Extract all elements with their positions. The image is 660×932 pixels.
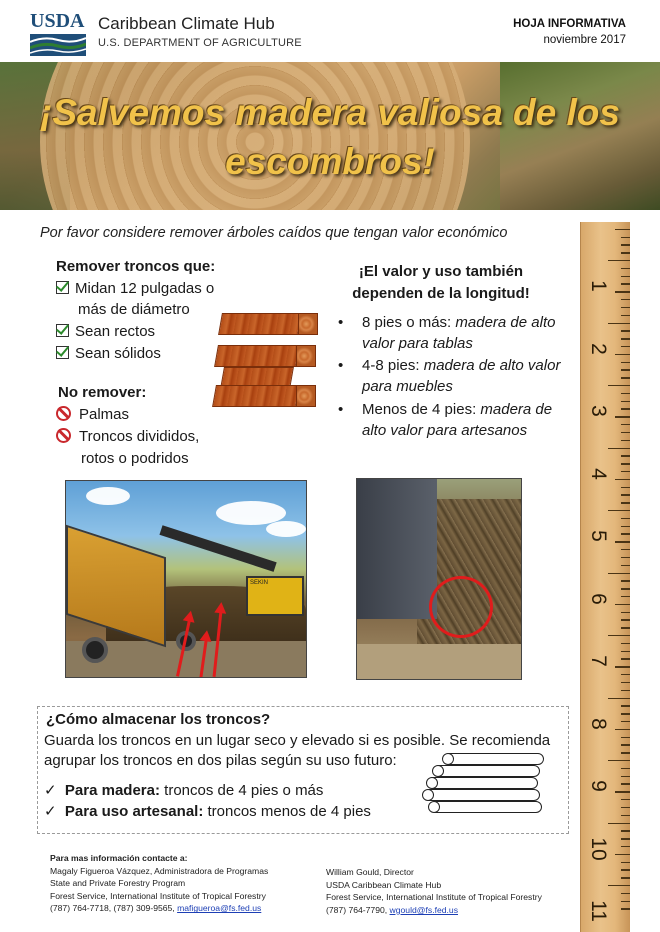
ruler-tick (621, 776, 630, 777)
value-item-use: madera de alto valor para artesanos (362, 401, 553, 439)
ruler-number: 8 (587, 717, 610, 730)
ruler-tick (621, 283, 630, 284)
ruler-tick (621, 596, 630, 597)
ruler-tick (615, 291, 630, 292)
no-remove-item-continued: rotos o podridos (81, 450, 189, 467)
checkbox-icon (56, 346, 69, 359)
lumber-board (212, 385, 300, 407)
ruler-tick (621, 362, 630, 363)
ruler-tick (621, 612, 630, 613)
ruler-tick (621, 838, 630, 839)
footer-contact-name: William Gould, Director (326, 867, 414, 877)
footer-contact-org: Forest Service, International Institute of Tropical Forestry (50, 890, 266, 901)
ruler-tick (621, 393, 630, 394)
ruler-tick (621, 815, 630, 816)
ruler-tick (621, 768, 630, 769)
ruler-tick (608, 385, 630, 386)
department-name: U.S. DEPARTMENT OF AGRICULTURE (98, 37, 302, 49)
ruler-tick (615, 354, 630, 355)
no-remove-heading: No remover: (58, 384, 147, 401)
ruler-tick (615, 479, 630, 480)
ruler-number: 10 (587, 836, 610, 861)
ruler-tick (621, 299, 630, 300)
storage-item-title: Para uso artesanal: (64, 803, 204, 820)
value-heading-line1: ¡El valor y uso también (358, 263, 524, 280)
ruler-number: 9 (587, 780, 610, 792)
ruler-tick (615, 729, 630, 730)
banner-title (0, 88, 660, 186)
storage-item (44, 781, 323, 799)
bullet-icon: • (338, 401, 344, 418)
ruler-tick (621, 893, 630, 894)
ruler-tick (621, 752, 630, 753)
ruler-tick (621, 533, 630, 534)
log (434, 765, 540, 777)
footer-contact-hub: USDA Caribbean Climate Hub (326, 879, 442, 890)
footer-contact-line (326, 904, 578, 917)
value-heading-line2: dependen de la longitud! (352, 285, 530, 302)
checkbox-icon (56, 324, 69, 337)
footer-contact-left (50, 852, 320, 915)
value-heading (330, 261, 552, 305)
log-end (426, 777, 438, 789)
prohibited-icon (56, 428, 71, 443)
storage-item-text: troncos menos de 4 pies (203, 803, 371, 820)
ruler-tick (621, 862, 630, 863)
excavator-label: SEKIN (250, 580, 269, 586)
footer-contact-line (50, 902, 320, 915)
footer-contact-phones: (787) 764-7790, (326, 904, 390, 915)
banner-title-line1: ¡Salvemos madera valiosa de los (40, 92, 620, 133)
ruler-tick (621, 330, 630, 331)
log-end (428, 801, 440, 813)
no-remove-item-label: Troncos divididos, (79, 428, 200, 445)
ruler-tick (621, 713, 630, 714)
intro-text: Por favor considere remover árboles caídos que tengan valor económico (40, 225, 508, 241)
ruler-tick (608, 448, 630, 449)
ruler-tick (621, 674, 630, 675)
log (430, 801, 542, 813)
footer-contact-email-link[interactable]: mafigueroa@fs.fed.us (177, 903, 262, 914)
ruler-tick (621, 807, 630, 808)
lumber-board-end (296, 345, 316, 367)
storage-text: Guarda los troncos en un lugar seco y elevado si es posible. Se recomienda agrupar los troncos en dos pilas según su uso futuro: (44, 732, 551, 769)
value-item-length: Menos de 4 pies: (362, 401, 481, 418)
ruler-number: 5 (587, 530, 610, 542)
ruler-tick (621, 502, 630, 503)
storage-item-title: Para madera: (64, 782, 160, 799)
lumber-boards-illustration (212, 305, 324, 415)
value-item (338, 312, 574, 354)
ruler-tick (621, 244, 630, 245)
value-item-use: madera de alto valor para muebles (362, 357, 561, 395)
ruler-number: 1 (587, 280, 610, 292)
remove-item (56, 323, 155, 340)
storage-info-box (37, 706, 569, 834)
ruler-tick (615, 416, 630, 417)
ruler-tick (615, 854, 630, 855)
ruler-tick (621, 846, 630, 847)
lumber-board-end (298, 313, 318, 335)
ruler-tick (621, 588, 630, 589)
ruler-tick (621, 494, 630, 495)
photo-cloud (86, 487, 130, 505)
ruler-tick (621, 440, 630, 441)
footer-contact-name: Magaly Figueroa Vázquez, Administradora de Programas (50, 865, 269, 876)
truck-wheel (82, 637, 108, 663)
red-highlight-circle (429, 576, 493, 638)
ruler-tick (608, 573, 630, 574)
ruler-tick (621, 276, 630, 277)
ruler-tick (621, 518, 630, 519)
ruler-tick (621, 744, 630, 745)
ruler-tick (621, 526, 630, 527)
footer-contact-org: Forest Service, International Institute of Tropical Forestry (326, 892, 542, 903)
check-mark-icon: ✓ (44, 803, 57, 820)
ruler-tick (621, 783, 630, 784)
ruler-tick (608, 635, 630, 636)
log-pile-illustration (420, 751, 550, 815)
footer-contact-phones: (787) 764-7718, (787) 309-9565, (50, 903, 178, 914)
ruler-tick (621, 346, 630, 347)
ruler-tick (621, 338, 630, 339)
bullet-icon: • (338, 357, 344, 374)
ruler-tick (608, 510, 630, 511)
ruler-tick (608, 260, 630, 261)
ruler-tick (621, 658, 630, 659)
storage-item (44, 802, 371, 820)
ruler-tick (615, 541, 630, 542)
log-end (422, 789, 434, 801)
ruler-tick (621, 424, 630, 425)
footer-contact-program: State and Private Forestry Program (50, 878, 186, 889)
ruler-tick (621, 377, 630, 378)
fact-sheet-date: noviembre 2017 (543, 34, 626, 46)
dump-truck (66, 525, 166, 647)
ruler-tick (621, 565, 630, 566)
ruler-tick (621, 627, 630, 628)
ruler-tick (621, 369, 630, 370)
ruler-graphic (580, 222, 630, 932)
ruler-tick (621, 549, 630, 550)
excavator-debris-photo (65, 480, 307, 678)
photo-cloud (266, 521, 306, 537)
ruler-number: 3 (587, 405, 610, 417)
lumber-board-end (296, 385, 316, 407)
ruler-tick (621, 901, 630, 902)
ruler-number: 4 (587, 467, 610, 480)
ruler-tick (608, 885, 630, 886)
remove-item-continued: más de diámetro (78, 301, 190, 318)
ruler-tick (621, 252, 630, 253)
prohibited-icon (56, 406, 71, 421)
fact-sheet-label: HOJA INFORMATIVA (513, 18, 626, 30)
ruler-tick (608, 698, 630, 699)
storage-heading: ¿Cómo almacenar los troncos? (46, 711, 271, 728)
ruler-tick (621, 557, 630, 558)
log-in-debris-photo (356, 478, 522, 680)
value-item-length: 8 pies o más: (362, 314, 456, 331)
footer-contact-right (326, 866, 578, 916)
remove-item-label: Midan 12 pulgadas o (75, 280, 215, 297)
ruler-tick (621, 580, 630, 581)
ruler-tick (621, 830, 630, 831)
ruler-tick (615, 604, 630, 605)
bullet-icon: • (338, 314, 344, 331)
ruler-tick (621, 799, 630, 800)
ruler-tick (615, 666, 630, 667)
ruler-tick (621, 463, 630, 464)
ruler-tick (621, 408, 630, 409)
ruler-number: 6 (587, 592, 610, 605)
ruler-tick (615, 229, 630, 230)
excavator (246, 576, 304, 616)
photo-ground (357, 644, 522, 680)
value-item-length: 4-8 pies: (362, 357, 424, 374)
excavator-arm (159, 525, 276, 572)
log-end (442, 753, 454, 765)
ruler-tick (608, 760, 630, 761)
log (424, 789, 540, 801)
lumber-board (214, 345, 300, 367)
value-item (338, 355, 574, 397)
footer-contact-email-link[interactable]: wgould@fs.fed.us (389, 904, 458, 915)
ruler-tick (621, 690, 630, 691)
remove-item (56, 280, 214, 297)
page-header (0, 0, 660, 62)
ruler-number: 7 (587, 655, 610, 667)
ruler-tick (621, 471, 630, 472)
ruler-tick (615, 791, 630, 792)
dump-truck (357, 479, 437, 619)
ruler-tick (621, 682, 630, 683)
check-mark-icon: ✓ (44, 782, 57, 799)
ruler-tick (621, 877, 630, 878)
hub-title: Caribbean Climate Hub (98, 14, 275, 33)
ruler-tick (621, 643, 630, 644)
ruler-tick (621, 619, 630, 620)
footer-contact-heading: Para mas información contacte a: (50, 853, 188, 863)
ruler-number: 11 (587, 900, 610, 922)
ruler-tick (621, 432, 630, 433)
lumber-board (218, 313, 302, 335)
remove-item-label: Sean sólidos (75, 345, 161, 362)
ruler-tick (621, 315, 630, 316)
ruler-tick (621, 737, 630, 738)
ruler-tick (621, 307, 630, 308)
ruler-tick (621, 705, 630, 706)
usda-logo (30, 12, 86, 52)
log-end (432, 765, 444, 777)
remove-heading: Remover troncos que: (56, 258, 216, 275)
ruler-tick (621, 721, 630, 722)
usda-logo-text: USDA (30, 10, 85, 32)
ruler-tick (621, 651, 630, 652)
ruler-tick (621, 237, 630, 238)
value-item-use: madera de alto valor para tablas (362, 314, 556, 352)
ruler-number: 2 (587, 342, 610, 355)
ruler-tick (621, 908, 630, 909)
remove-item-label: Sean rectos (75, 323, 156, 340)
value-item (338, 399, 574, 441)
log (444, 753, 544, 765)
ruler-tick (608, 823, 630, 824)
ruler-tick (621, 268, 630, 269)
ruler-tick (621, 487, 630, 488)
storage-item-text: troncos de 4 pies o más (159, 782, 324, 799)
usda-logo-waves (30, 34, 86, 56)
no-remove-item-label: Palmas (79, 406, 130, 423)
checkbox-icon (56, 281, 69, 294)
banner-title-line2: escombros! (225, 141, 435, 182)
ruler-tick (621, 401, 630, 402)
ruler-tick (608, 323, 630, 324)
no-remove-item (56, 428, 199, 445)
remove-item (56, 345, 161, 362)
ruler-tick (621, 869, 630, 870)
ruler-tick (621, 455, 630, 456)
log (428, 777, 538, 789)
no-remove-item (56, 406, 129, 423)
